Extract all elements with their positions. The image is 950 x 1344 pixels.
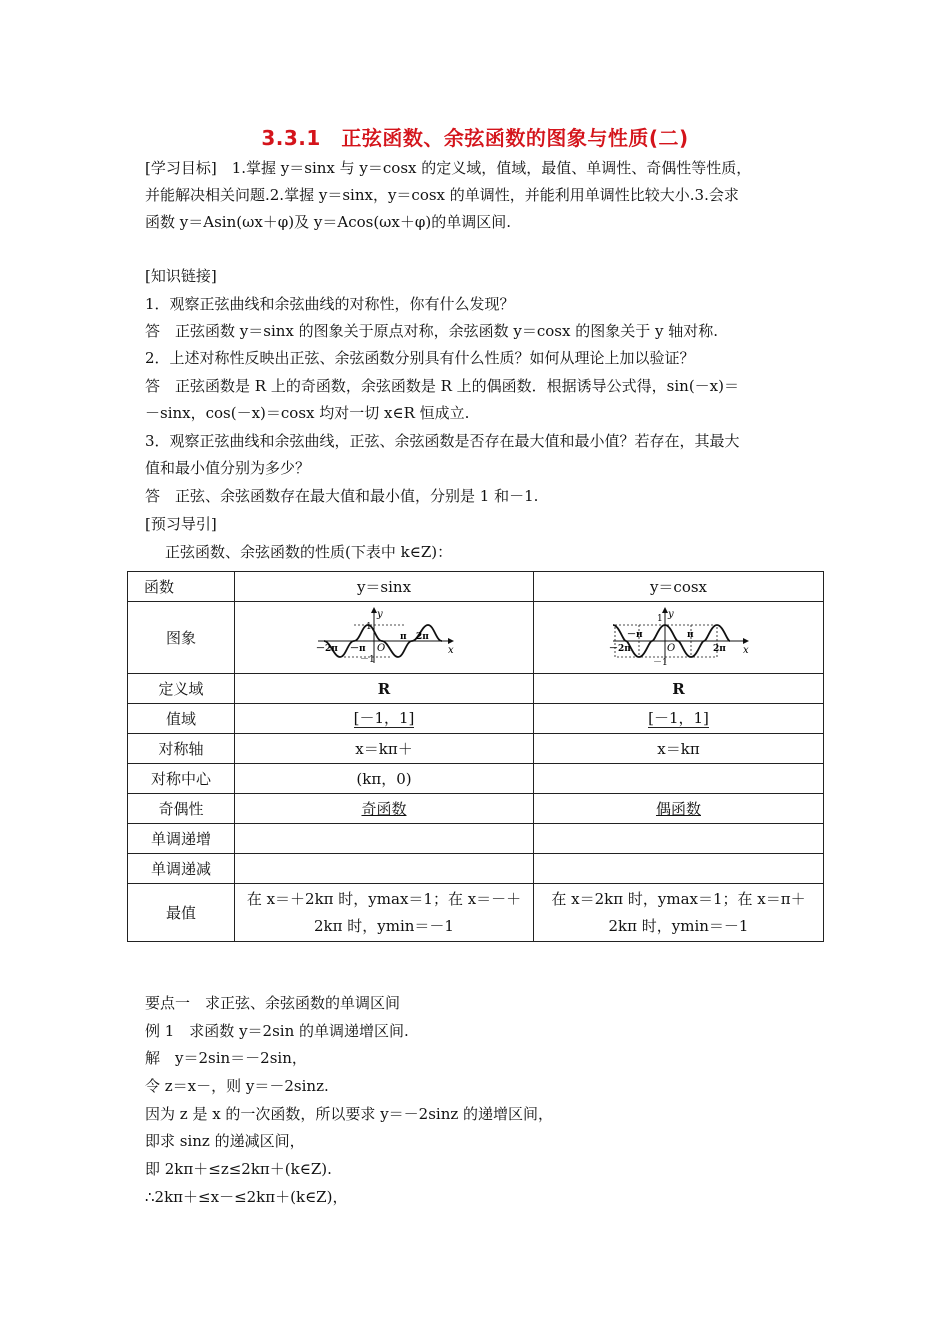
cos-center — [534, 764, 824, 794]
answer-2-line-2: －sinx，cos(－x)＝cosx 均对一切 x∈R 恒成立. — [145, 404, 470, 422]
key-point-1: 要点一 求正弦、余弦函数的单调区间 — [145, 994, 401, 1012]
solution-line-3: 因为 z 是 x 的一次函数，所以要求 y＝－2sinz 的递增区间， — [145, 1105, 554, 1123]
sin-graph-pi: π — [400, 631, 407, 642]
sin-graph — [314, 605, 454, 667]
sin-extrema-line-1: 在 x＝＋2kπ 时，ymax＝1；在 x＝－＋ — [246, 889, 522, 908]
table-row — [128, 674, 824, 704]
row-label-increasing: 单调递增 — [128, 824, 235, 854]
table-row — [128, 602, 824, 674]
sin-parity: 奇函数 — [361, 800, 407, 818]
cos-graph-origin: O — [666, 642, 675, 654]
sin-graph-neg2pi: －2π — [316, 643, 338, 654]
table-row — [128, 764, 824, 794]
properties-table — [127, 571, 824, 942]
cos-range-cell — [534, 704, 824, 734]
cos-graph-one: 1 — [656, 613, 663, 624]
cos-graph-cell — [534, 602, 824, 674]
preview-heading: [预习导引] — [145, 515, 217, 533]
sin-graph-x-label: x — [448, 644, 454, 656]
sin-graph-2pi: 2π — [416, 631, 429, 642]
sin-parity-cell — [235, 794, 534, 824]
solution-line-6: ∴2kπ＋≤x－≤2kπ＋(k∈Z)， — [145, 1188, 348, 1206]
table-row — [128, 704, 824, 734]
row-label-domain: 定义域 — [128, 674, 235, 704]
cos-extrema — [534, 884, 824, 942]
cos-graph-neg2pi: －2π — [608, 643, 631, 654]
sin-graph-cell — [235, 602, 534, 674]
row-label-parity: 奇偶性 — [128, 794, 235, 824]
sin-center: (kπ，0) — [235, 764, 534, 794]
header-cos: y＝cosx — [534, 572, 824, 602]
row-label-range: 值域 — [128, 704, 235, 734]
cos-extrema-line-1: 在 x＝2kπ 时，ymax＝1；在 x＝π＋ — [551, 889, 806, 908]
row-label-graph: 图象 — [128, 602, 235, 674]
solution-line-5: 即 2kπ＋≤z≤2kπ＋(k∈Z). — [145, 1160, 332, 1178]
table-row — [128, 794, 824, 824]
question-3-line-1: 3．观察正弦曲线和余弦曲线，正弦、余弦函数是否存在最大值和最小值？若存在，其最大 — [145, 432, 740, 450]
solution-line-2: 令 z＝x－，则 y＝－2sinz. — [145, 1077, 329, 1095]
cos-graph-neg-one: －1 — [652, 657, 668, 667]
answer-3: 答 正弦、余弦函数存在最大值和最小值，分别是 1 和－1. — [145, 487, 539, 505]
page-title: 3.3.1 正弦函数、余弦函数的图象与性质(二) — [261, 126, 689, 150]
question-1: 1．观察正弦曲线和余弦曲线的对称性，你有什么发现？ — [145, 295, 515, 313]
cos-graph — [609, 605, 749, 667]
knowledge-heading: [知识链接] — [145, 267, 217, 285]
table-row — [128, 734, 824, 764]
cos-graph-x-label: x — [742, 644, 749, 656]
sin-graph-negpi: －π — [350, 643, 366, 654]
row-label-axis: 对称轴 — [128, 734, 235, 764]
sin-axis: x＝kπ＋ — [235, 734, 534, 764]
row-label-decreasing: 单调递减 — [128, 854, 235, 884]
cos-increasing — [534, 824, 824, 854]
goal-line-1: [学习目标] 1.掌握 y＝sinx 与 y＝cosx 的定义域，值域，最值、单调性、奇偶性等性质， — [145, 159, 752, 177]
sin-graph-origin: O — [377, 642, 386, 654]
question-3-line-2: 值和最小值分别为多少？ — [145, 459, 311, 477]
preview-intro: 正弦函数、余弦函数的性质(下表中 k∈Z)： — [165, 543, 453, 561]
question-2: 2．上述对称性反映出正弦、余弦函数分别具有什么性质？如何从理论上加以验证？ — [145, 349, 695, 367]
cos-parity-cell — [534, 794, 824, 824]
sin-decreasing — [235, 854, 534, 884]
sin-increasing — [235, 824, 534, 854]
header-sin: y＝sinx — [235, 572, 534, 602]
cos-parity: 偶函数 — [655, 800, 701, 818]
row-label-center: 对称中心 — [128, 764, 235, 794]
cos-graph-pi: π — [686, 629, 694, 640]
sin-range-cell — [235, 704, 534, 734]
row-label-extrema: 最值 — [128, 884, 235, 942]
sin-graph-neg-one: －1 — [360, 654, 375, 665]
solution-line-1: 解 y＝2sin＝－2sin， — [145, 1049, 307, 1067]
cos-graph-2pi: 2π — [712, 643, 726, 654]
cos-extrema-line-2: 2kπ 时，ymin＝－1 — [608, 916, 749, 935]
header-function: 函数 — [128, 572, 235, 602]
solution-line-4: 即求 sinz 的递减区间， — [145, 1132, 305, 1150]
sin-extrema-line-2: 2kπ 时，ymin＝－1 — [314, 916, 454, 935]
cos-decreasing — [534, 854, 824, 884]
table-header-row — [128, 572, 824, 602]
table-row — [128, 824, 824, 854]
cos-range: [－1，1] — [648, 709, 709, 727]
example-1: 例 1 求函数 y＝2sin 的单调递增区间. — [145, 1022, 409, 1040]
answer-1: 答 正弦函数 y＝sinx 的图象关于原点对称，余弦函数 y＝cosx 的图象关于 y 轴对称. — [145, 322, 719, 340]
table-row — [128, 854, 824, 884]
sin-graph-one: 1 — [366, 621, 372, 632]
cos-graph-y-label: y — [667, 608, 674, 620]
cos-graph-negpi: －π — [626, 629, 643, 640]
goal-line-2: 并能解决相关问题.2.掌握 y＝sinx，y＝cosx 的单调性，并能利用单调性比较大小.3.会求 — [145, 186, 739, 204]
answer-2-line-1: 答 正弦函数是 R 上的奇函数，余弦函数是 R 上的偶函数．根据诱导公式得，sin(－x)＝ — [145, 377, 739, 395]
cos-domain: R — [534, 674, 824, 704]
cos-axis: x＝kπ — [534, 734, 824, 764]
goal-line-3: 函数 y＝Asin(ωx＋φ)及 y＝Acos(ωx＋φ)的单调区间. — [145, 213, 511, 231]
sin-range: [－1，1] — [353, 709, 415, 727]
table-row — [128, 884, 824, 942]
sin-extrema — [235, 884, 534, 942]
sin-domain: R — [235, 674, 534, 704]
sin-graph-y-label: y — [377, 608, 383, 620]
